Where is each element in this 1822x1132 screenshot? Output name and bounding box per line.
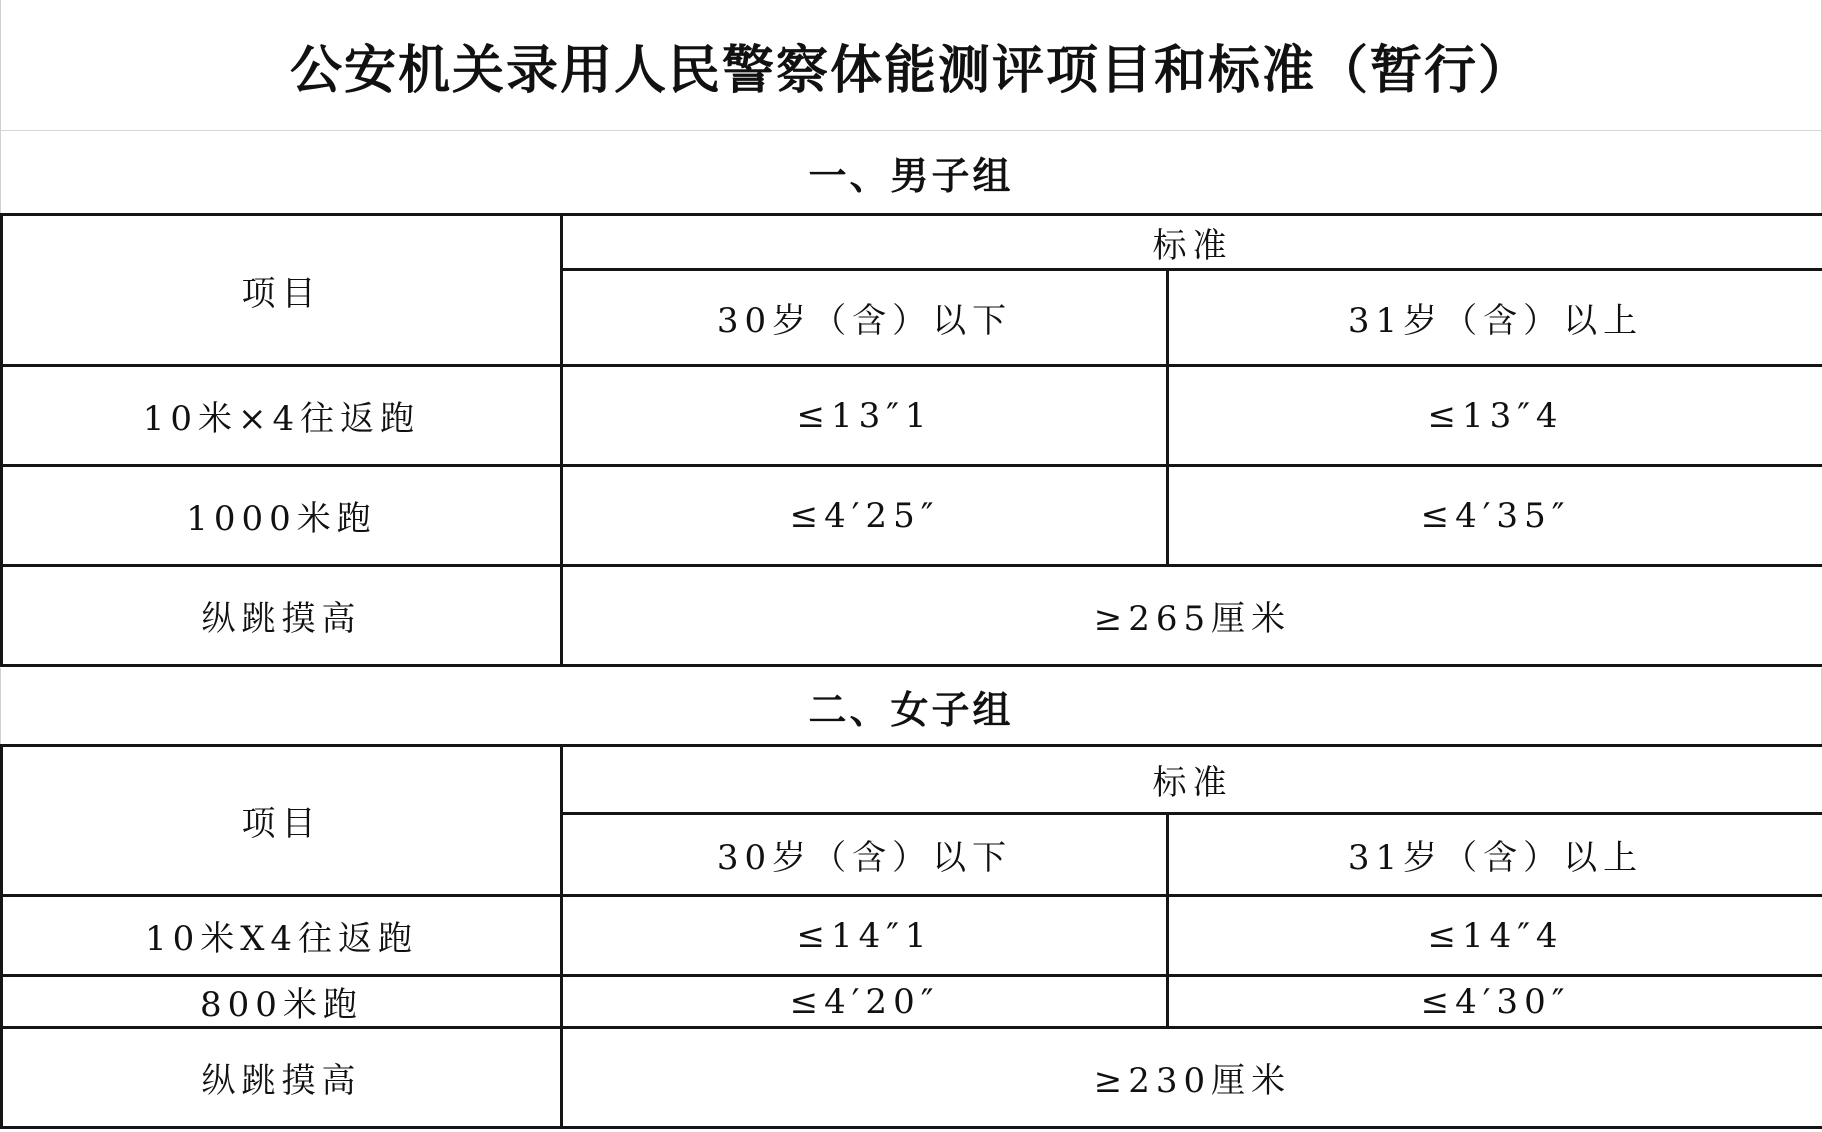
value-over-31: ≤4′35″ xyxy=(1168,466,1822,566)
value-vertical-jump: ≥265厘米 xyxy=(562,566,1822,666)
item-vertical-jump: 纵跳摸高 xyxy=(2,566,562,666)
header-item: 项目 xyxy=(2,215,562,366)
value-under-30: ≤13″1 xyxy=(562,366,1168,466)
header-age-over-31: 31岁（含）以上 xyxy=(1168,814,1822,896)
value-over-31: ≤14″4 xyxy=(1168,896,1822,976)
item-shuttle-run: 10米×4往返跑 xyxy=(2,366,562,466)
header-age-over-31: 31岁（含）以上 xyxy=(1168,270,1822,366)
value-under-30: ≤14″1 xyxy=(562,896,1168,976)
value-under-30: ≤4′25″ xyxy=(562,466,1168,566)
value-over-31: ≤13″4 xyxy=(1168,366,1822,466)
table-row xyxy=(2,896,1822,976)
female-standards-table xyxy=(0,744,1822,1129)
item-shuttle-run: 10米X4往返跑 xyxy=(2,896,562,976)
item-1000m-run: 1000米跑 xyxy=(2,466,562,566)
value-over-31: ≤4′30″ xyxy=(1168,976,1822,1028)
item-800m-run: 800米跑 xyxy=(2,976,562,1028)
header-standard: 标准 xyxy=(562,215,1822,270)
table-row xyxy=(2,466,1822,566)
item-vertical-jump: 纵跳摸高 xyxy=(2,1028,562,1128)
section-heading-female: 二、女子组 xyxy=(0,668,1822,744)
table-row xyxy=(2,366,1822,466)
header-item: 项目 xyxy=(2,746,562,896)
value-under-30: ≤4′20″ xyxy=(562,976,1168,1028)
value-vertical-jump: ≥230厘米 xyxy=(562,1028,1822,1128)
section-heading-male: 一、男子组 xyxy=(0,131,1822,213)
table-header-row xyxy=(2,215,1822,270)
table-row xyxy=(2,976,1822,1028)
table-row xyxy=(2,566,1822,666)
header-standard: 标准 xyxy=(562,746,1822,814)
table-header-row xyxy=(2,746,1822,814)
table-row xyxy=(2,1028,1822,1128)
male-standards-table xyxy=(0,213,1822,667)
header-age-under-30: 30岁（含）以下 xyxy=(562,814,1168,896)
header-age-under-30: 30岁（含）以下 xyxy=(562,270,1168,366)
document-title: 公安机关录用人民警察体能测评项目和标准（暂行） xyxy=(0,0,1822,131)
